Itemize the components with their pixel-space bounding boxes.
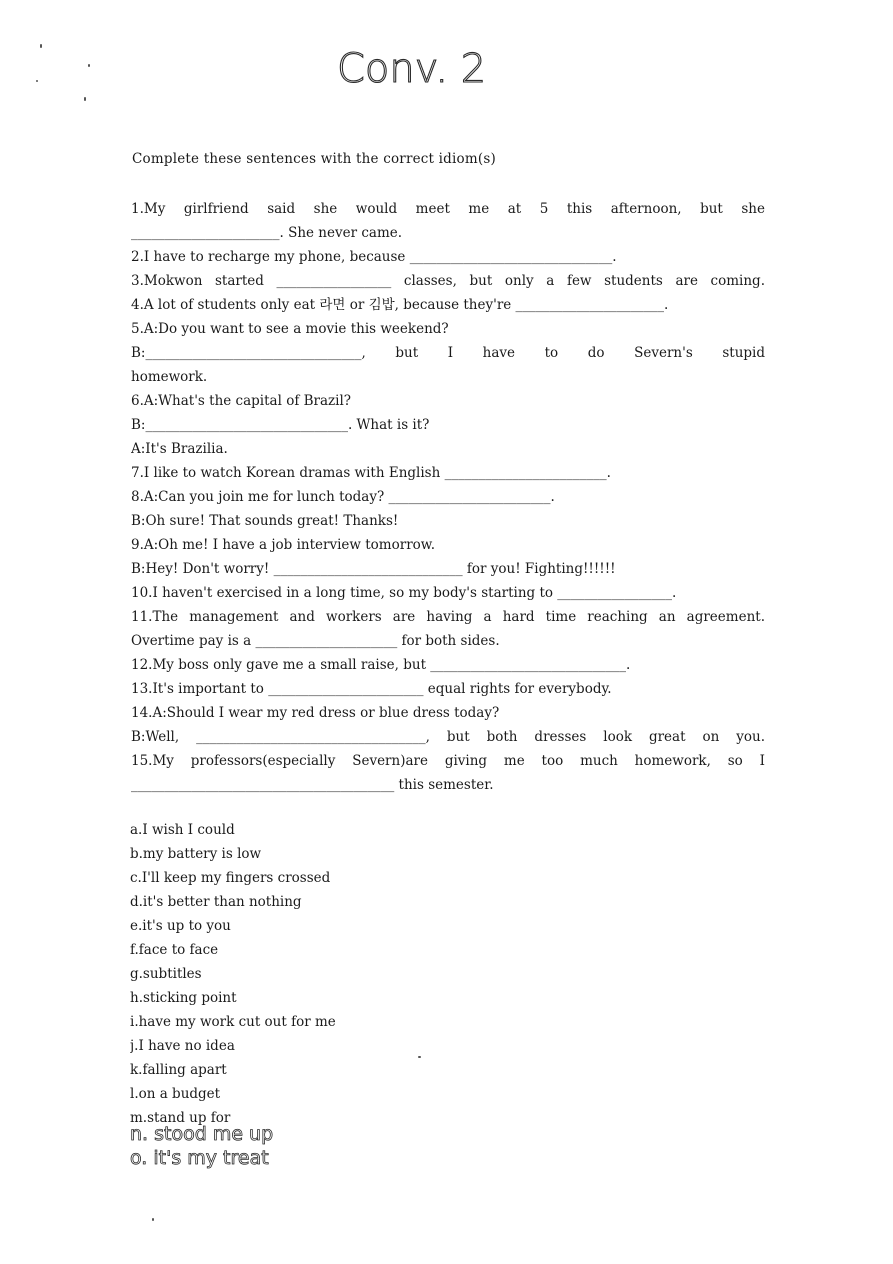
answer-b: b.my battery is low	[130, 846, 262, 862]
handwritten-answer-n: n. stood me up	[130, 1123, 274, 1145]
answer-c: c.I'll keep my fingers crossed	[130, 870, 331, 886]
question-11-line-1: 11.The management and workers are having a hard time reaching an agreement.	[131, 609, 765, 625]
title-text: Conv. 2	[337, 46, 487, 92]
question-list	[131, 197, 765, 797]
question-12: 12.My boss only gave me a small raise, but _____________________________.	[131, 657, 631, 673]
answer-k: k.falling apart	[130, 1062, 227, 1078]
question-15-line-2: _______________________________________ this semester.	[131, 777, 494, 793]
scan-speck	[40, 44, 42, 48]
scan-speck	[152, 1218, 154, 1221]
scan-speck	[84, 97, 86, 101]
question-1-line-2: ______________________. She never came.	[131, 225, 403, 241]
question-9-line-1: 9.A:Oh me! I have a job interview tomorrow.	[131, 537, 436, 553]
answer-l: l.on a budget	[130, 1086, 221, 1102]
question-14-line-1: 14.A:Should I wear my red dress or blue dress today?	[131, 705, 500, 721]
question-14-line-2: B:Well, __________________________________, but both dresses look great on you.	[131, 729, 765, 745]
question-5-line-3: homework.	[131, 369, 208, 385]
handwritten-answers	[128, 1120, 348, 1180]
answer-d: d.it's better than nothing	[130, 894, 302, 910]
question-8-line-1: 8.A:Can you join me for lunch today? ________________________.	[131, 489, 555, 505]
answer-g: g.subtitles	[130, 966, 202, 982]
question-6-line-1: 6.A:What's the capital of Brazil?	[131, 393, 352, 409]
scan-speck	[88, 64, 90, 67]
question-8-line-2: B:Oh sure! That sounds great! Thanks!	[131, 513, 399, 529]
scan-speck	[418, 1056, 421, 1058]
question-2: 2.I have to recharge my phone, because ______________________________.	[131, 249, 617, 265]
answer-a: a.I wish I could	[130, 822, 235, 838]
question-10: 10.I haven't exercised in a long time, so my body's starting to _________________.	[131, 585, 677, 601]
question-7: 7.I like to watch Korean dramas with English ________________________.	[131, 465, 611, 481]
answer-j: j.I have no idea	[130, 1038, 235, 1054]
answer-m: m.stand up for	[130, 1110, 231, 1126]
handwritten-answer-o: o. it's my treat	[130, 1147, 269, 1169]
question-5-line-2: B:________________________________, but I have to do Severn's stupid	[131, 345, 765, 361]
answer-e: e.it's up to you	[130, 918, 231, 934]
question-6-line-3: A:It's Brazilia.	[131, 441, 228, 457]
question-3: 3.Mokwon started _________________ classes, but only a few students are coming.	[131, 273, 765, 289]
answer-choices	[130, 818, 530, 1130]
scan-speck	[36, 80, 38, 82]
question-6-line-2: B:______________________________. What is it?	[131, 417, 430, 433]
question-15-line-1: 15.My professors(especially Severn)are giving me too much homework, so I	[131, 753, 765, 769]
question-1-line-1: 1.My girlfriend said she would meet me at 5 this afternoon, but she	[131, 201, 765, 217]
question-13: 13.It's important to _______________________ equal rights for everybody.	[131, 681, 612, 697]
question-5-line-1: 5.A:Do you want to see a movie this weekend?	[131, 321, 449, 337]
question-11-line-2: Overtime pay is a _____________________ for both sides.	[131, 633, 500, 649]
answer-f: f.face to face	[130, 942, 219, 958]
instructions: Complete these sentences with the correct idiom(s)	[132, 151, 496, 167]
answer-i: i.have my work cut out for me	[130, 1014, 336, 1030]
answer-h: h.sticking point	[130, 990, 237, 1006]
handwritten-title	[335, 40, 535, 100]
question-4: 4.A lot of students only eat 라면 or 김밥, because they're ______________________.	[131, 297, 669, 313]
question-9-line-2: B:Hey! Don't worry! ____________________________ for you! Fighting!!!!!!	[131, 561, 616, 577]
